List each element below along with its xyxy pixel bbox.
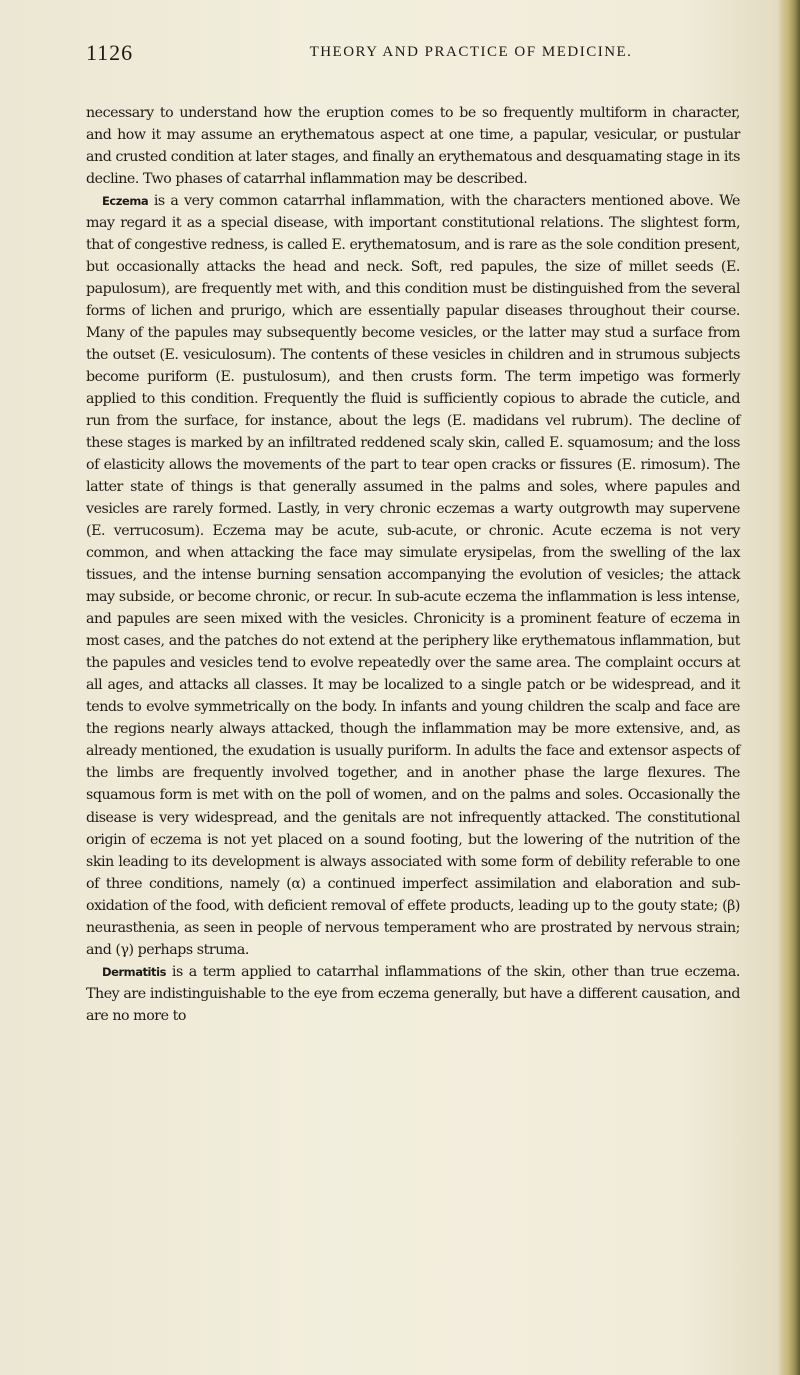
page-number: 1126 (86, 40, 134, 65)
paragraph-text: necessary to understand how the eruption comes to be so frequently multiform in character, and how it may assume an erythematous aspect at one time, a papular, vesicular, or pustular and crusted condition at later stages, and finally an erythematous and desquamating stage in its decline. Two phases of catarrhal inflammation may be described. (86, 105, 740, 188)
paragraph-eczema (86, 190, 740, 961)
paragraph-dermatitis (86, 961, 740, 1027)
run-in-heading-eczema: Eczema (102, 194, 149, 209)
page-edge-shadow (778, 0, 800, 1375)
page-header (86, 40, 746, 66)
running-head: THEORY AND PRACTICE OF MEDICINE. (309, 44, 633, 60)
paragraph-text: is a very common catarrhal inflammation, with the characters mentioned above. We may regard it as a special disease, with important constitutional relations. The slightest form, that of congestive redness, is called E. erythematosum, and is rare as the sole condition present, but occasionally attacks the head and neck. Soft, red papules, the size of millet seeds (E. papulosum), are frequently met with, and this condition must be distinguished from the several forms of lichen and prurigo, which are essentially papular diseases throughout their course. Many of the papules may subsequently become vesicles, or the latter may stud a surface from the outset (E. vesiculosum). The contents of these vesicles in children and in strumous subjects become puriform (E. pustulosum), and then crusts form. The term impetigo was formerly applied to this condition. Frequently the fluid is sufficiently copious to abrade the cuticle, and run from the surface, for instance, about the legs (E. madidans vel rubrum). The decline of these stages is marked by an infiltrated reddened scaly skin, called E. squamosum; and the loss of elasticity allows the movements of the part to tear open cracks or fissures (E. rimosum). The latter state of things is that generally assumed in the palms and soles, where papules and vesicles are rarely formed. Lastly, in very chronic eczemas a warty outgrowth may supervene (E. verrucosum). Eczema may be acute, sub-acute, or chronic. Acute eczema is not very common, and when attacking the face may simulate erysipelas, from the swelling of the lax tissues, and the intense burning sensation accompanying the evolution of vesicles; the attack may subside, or become chronic, or recur. In sub-acute eczema the inflammation is less intense, and papules are seen mixed with the vesicles. Chronicity is a prominent feature of eczema in most cases, and the patches do not extend at the periphery like erythematous inflammation, but the papules and vesicles tend to evolve repeatedly over the same area. The complaint occurs at all ages, and attacks all classes. It may be localized to a single patch or be widespread, and it tends to evolve symmetrically on the body. In infants and young children the scalp and face are the regions nearly always attacked, though the inflammation may be more extensive, and, as already mentioned, the exudation is usually puriform. In adults the face and extensor aspects of the limbs are frequently involved together, and in another phase the large flexures. The squamous form is met with on the poll of women, and on the palms and soles. Occasionally the disease is very widespread, and the genitals are not infrequently attacked. The constitutional origin of eczema is not yet placed on a sound footing, but the lowering of the nutrition of the skin leading to its development is always associated with some form of debility referable to one of three conditions, namely (α) a continued imperfect assimilation and elaboration and sub-oxidation of the food, with deficient removal of effete products, leading up to the gouty state; (β) neurasthenia, as seen in people of nervous temperament who are prostrated by nervous strain; and (γ) perhaps struma. (86, 193, 740, 958)
run-in-heading-dermatitis: Dermatitis (102, 964, 166, 979)
paragraph-text: is a term applied to catarrhal inflammations of the skin, other than true eczema. They are indistinguishable to the eye from eczema generally, but have a different causation, and are no more to (86, 963, 740, 1024)
body-text (86, 102, 740, 1027)
paragraph-continuation (86, 102, 740, 190)
